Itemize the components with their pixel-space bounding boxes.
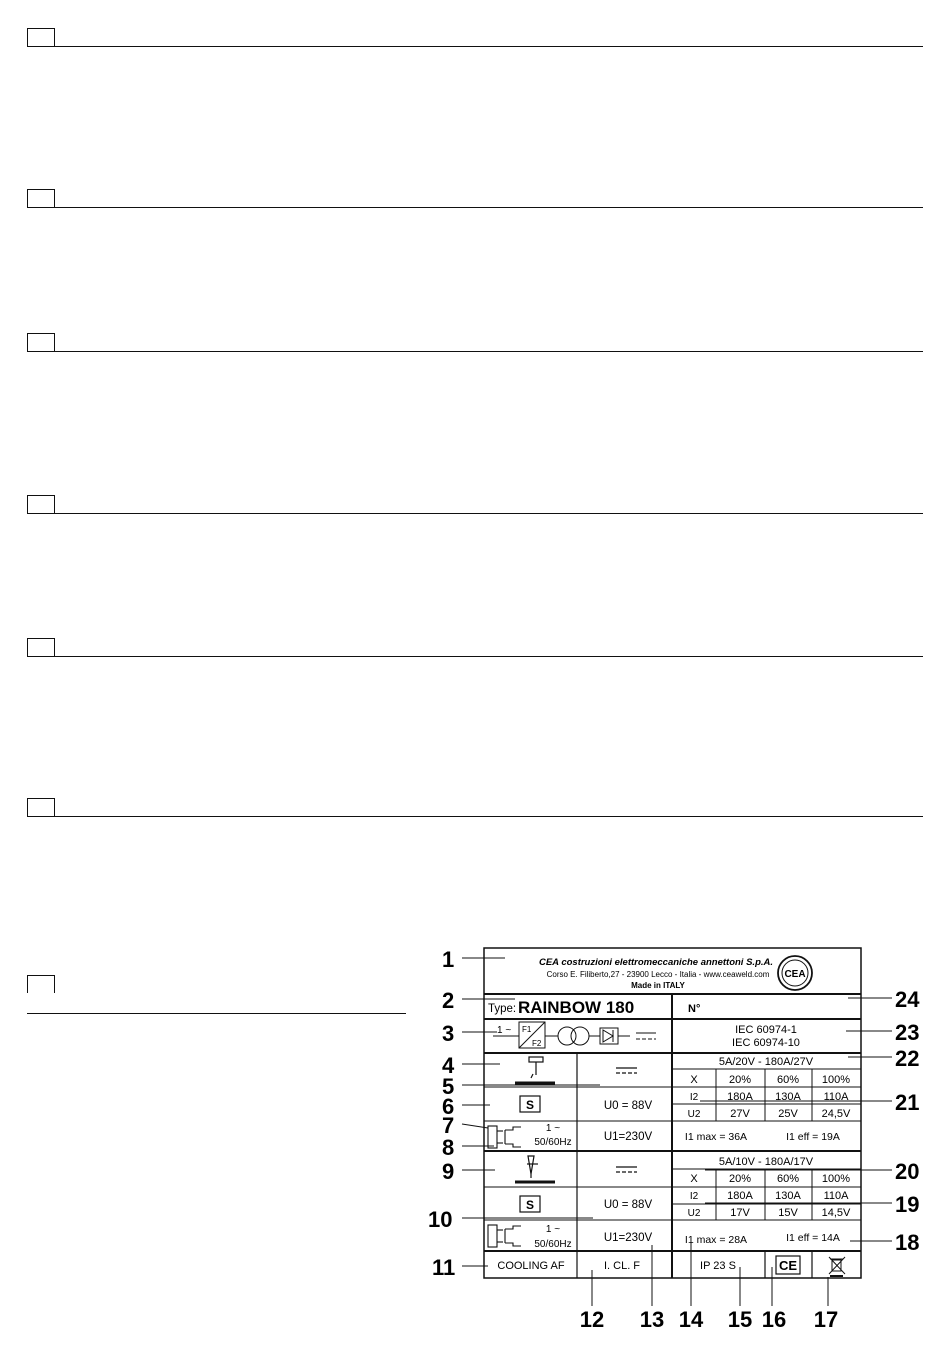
plate-address: Corso E. Filiberto,27 - 23900 Lecco - Italia - www.ceaweld.com <box>546 970 770 979</box>
s-mark: S <box>525 1098 535 1112</box>
callout-10: 10 <box>428 1207 453 1232</box>
protection-rating: IP 23 S <box>700 1260 736 1272</box>
callout-6: 6 <box>442 1094 455 1119</box>
mig-torch-icon <box>515 1057 555 1083</box>
mig-duty-3: 100% <box>821 1074 851 1086</box>
callout-13: 13 <box>639 1307 665 1332</box>
supply-phase: 1 ~ <box>545 1123 561 1134</box>
supply-phase-tig: 1 ~ <box>545 1224 561 1235</box>
mig-duty-1: 20% <box>728 1074 752 1086</box>
mig-u2-2: 25V <box>778 1108 798 1120</box>
tig-i1eff: I1 eff = 14A <box>786 1232 840 1244</box>
tig-i2-3: 110A <box>823 1190 849 1202</box>
callout-4: 4 <box>442 1053 455 1078</box>
tig-duty-1: 20% <box>728 1173 752 1185</box>
tig-range: 5A/10V - 180A/17V <box>718 1156 814 1168</box>
weee-bin-icon <box>829 1257 845 1276</box>
callout-5: 5 <box>442 1074 455 1099</box>
circuit-schematic-icon <box>493 1022 656 1048</box>
mig-u2-3: 24,5V <box>821 1108 851 1120</box>
mains-plug-icon <box>488 1225 521 1247</box>
callout-15: 15 <box>727 1307 753 1332</box>
mig-i2-3: 110A <box>823 1091 849 1103</box>
model-name: RAINBOW 180 <box>518 998 635 1017</box>
tig-duty-2: 60% <box>776 1173 800 1185</box>
plate-company: CEA costruzioni elettromeccaniche annettoni S.p.A. <box>538 957 774 968</box>
callout-9: 9 <box>442 1159 455 1184</box>
tig-u2-2: 15V <box>778 1207 798 1219</box>
mig-u2-1: 27V <box>730 1108 750 1120</box>
tig-u2-3: 14,5V <box>821 1207 851 1219</box>
phase-label: 1 ~ <box>497 1025 512 1036</box>
mig-duty-2: 60% <box>776 1074 800 1086</box>
supply-freq-tig: 50/60Hz <box>534 1239 572 1250</box>
tig-i2-2: 130A <box>775 1190 801 1202</box>
callout-24: 24 <box>895 987 920 1012</box>
supply-freq: 50/60Hz <box>534 1137 572 1148</box>
callout-21: 21 <box>895 1090 920 1115</box>
callout-18: 18 <box>895 1230 920 1255</box>
mig-i1max: I1 max = 36A <box>684 1131 748 1143</box>
ce-mark: CE <box>778 1258 798 1273</box>
callout-12: 12 <box>579 1307 605 1332</box>
dc-symbol-icon <box>616 1167 637 1172</box>
callout-1: 1 <box>442 947 455 972</box>
tig-i2-1: 180A <box>727 1190 753 1202</box>
tig-u0: U0 = 88V <box>603 1199 653 1211</box>
callout-23: 23 <box>895 1020 920 1045</box>
type-label: Type: <box>488 1003 517 1015</box>
f1-label: F1 <box>522 1025 532 1034</box>
tig-row-u2: U2 <box>687 1208 701 1219</box>
callout-2: 2 <box>442 988 455 1013</box>
cea-logo-text: CEA <box>784 969 806 980</box>
serial-label: N° <box>688 1003 701 1015</box>
standard-1: IEC 60974-1 <box>735 1024 797 1036</box>
mig-range: 5A/20V - 180A/27V <box>718 1056 814 1068</box>
tig-row-i2: I2 <box>689 1191 699 1202</box>
callout-22: 22 <box>895 1046 920 1071</box>
tig-torch-icon <box>515 1156 555 1182</box>
dc-symbol-icon <box>616 1068 637 1073</box>
tig-u2-1: 17V <box>730 1207 750 1219</box>
callout-16: 16 <box>761 1307 787 1332</box>
tig-i1max: I1 max = 28A <box>684 1234 748 1246</box>
mig-u1: U1=230V <box>603 1131 653 1143</box>
f2-label: F2 <box>532 1039 542 1048</box>
mig-i1eff: I1 eff = 19A <box>786 1131 840 1143</box>
callout-3: 3 <box>442 1021 455 1046</box>
insulation-class: I. CL. F <box>603 1260 641 1272</box>
tig-duty-3: 100% <box>821 1173 851 1185</box>
tig-row-x: X <box>690 1173 698 1185</box>
s-mark-tig: S <box>525 1198 535 1212</box>
plate-made-in: Made in ITALY <box>631 981 685 990</box>
mig-row-i2: I2 <box>689 1092 699 1103</box>
callout-11: 11 <box>432 1255 456 1280</box>
callout-17: 17 <box>813 1307 839 1332</box>
mig-row-x: X <box>690 1074 698 1086</box>
tig-u1: U1=230V <box>603 1232 653 1244</box>
callout-7: 7 <box>442 1113 455 1138</box>
callout-14: 14 <box>678 1307 704 1332</box>
standard-2: IEC 60974-10 <box>732 1037 800 1049</box>
callout-19: 19 <box>895 1192 920 1217</box>
mains-plug-icon <box>488 1126 521 1148</box>
mig-i2-2: 130A <box>775 1091 801 1103</box>
callout-8: 8 <box>442 1135 455 1160</box>
cooling-label: COOLING AF <box>497 1260 565 1272</box>
cea-logo-icon <box>778 956 812 990</box>
mig-u0: U0 = 88V <box>603 1100 653 1112</box>
mig-i2-1: 180A <box>727 1091 753 1103</box>
callout-20: 20 <box>895 1159 920 1184</box>
mig-row-u2: U2 <box>687 1109 701 1120</box>
